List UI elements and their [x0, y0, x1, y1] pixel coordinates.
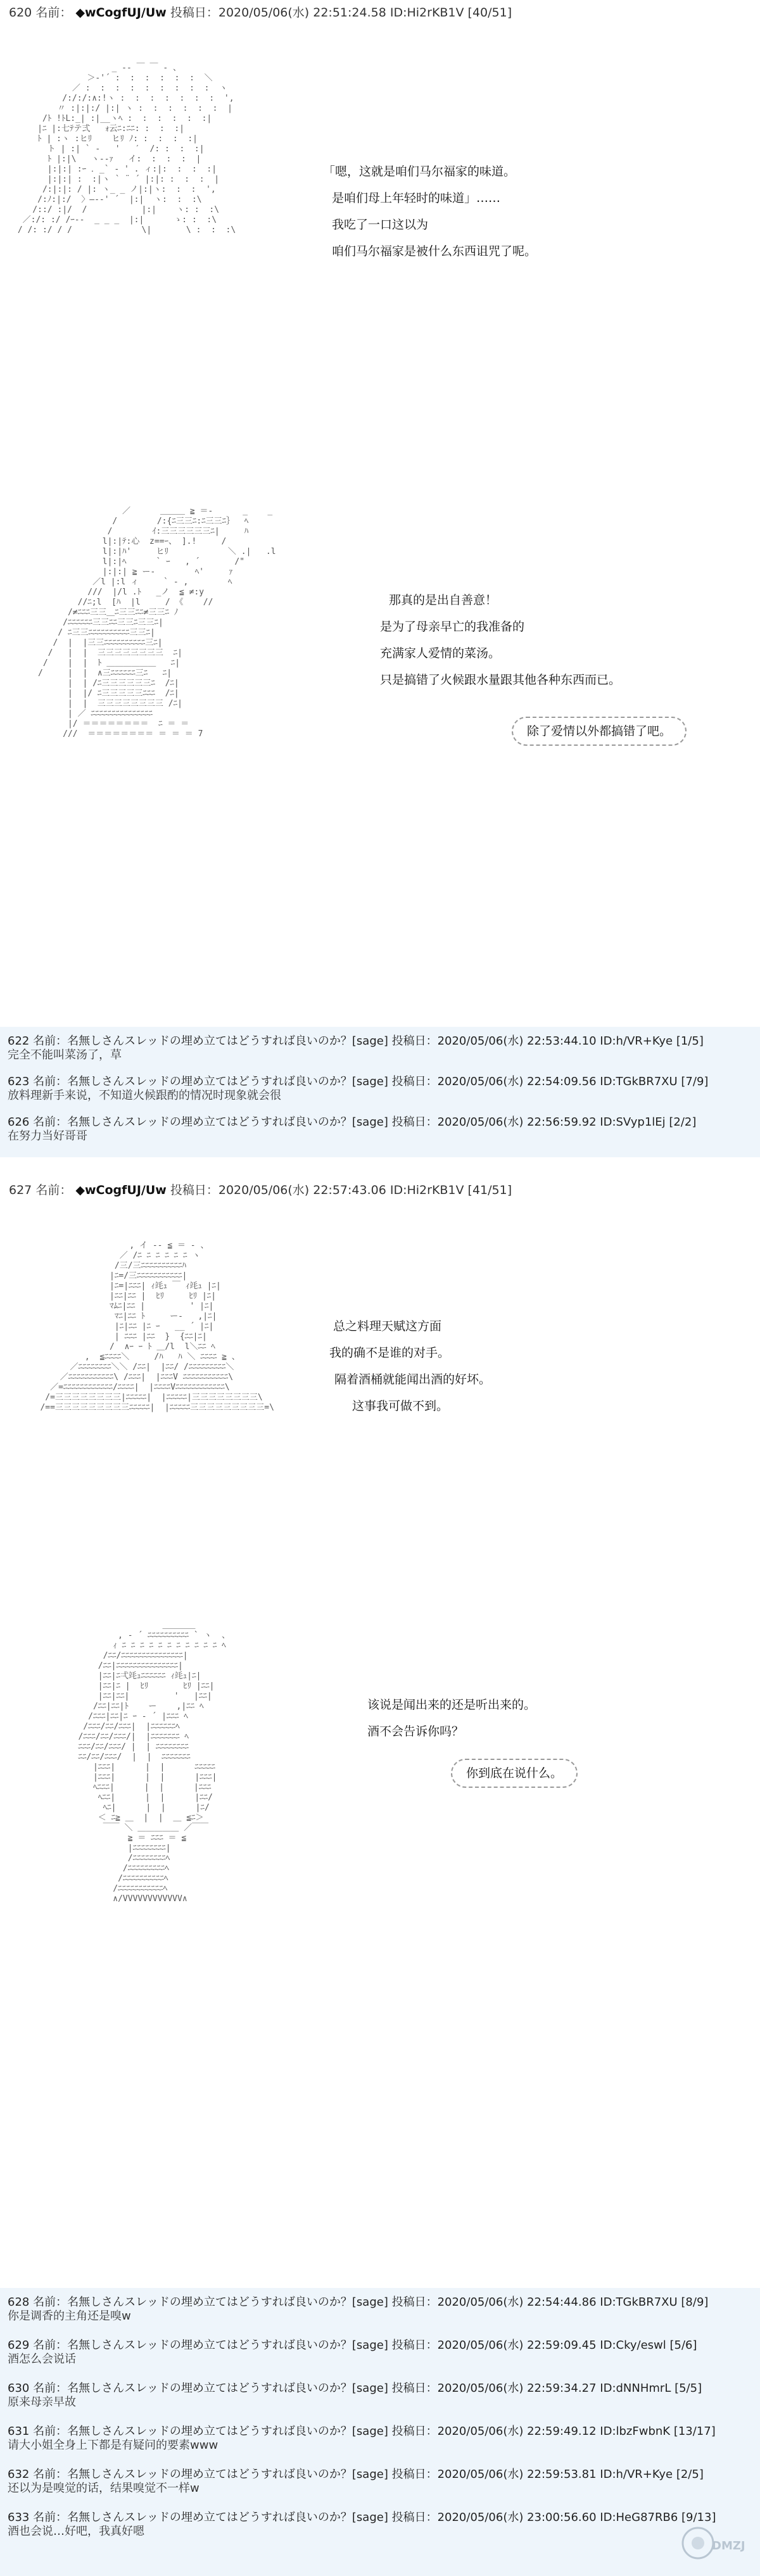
comment-head: 623 名前：名無しさんスレッドの埋め立てはどうすれば良いのか？[sage] 投稿日：2020/05/06(水) 22:54:09.56 ID:TGkBR7XU [7/9] [8, 1075, 709, 1088]
comment-head: 628 名前：名無しさんスレッドの埋め立てはどうすれば良いのか？[sage] 投稿日：2020/05/06(水) 22:54:44.86 ID:TGkBR7XU [8/9] [8, 2296, 709, 2309]
comment-body: 在努力当好哥哥 [8, 1129, 87, 1143]
dialog-line: 我的确不是谁的对手。 [329, 1346, 450, 1360]
comment-630 [8, 2382, 702, 2410]
post-date: 投稿日：2020/05/06(水) 22:57:43.06 ID:Hi2rKB1V [41/51] [170, 1183, 512, 1197]
watermark-text: DMZJ [712, 2539, 745, 2553]
speech-bubble: 除了爱情以外都搞错了吧。 [512, 717, 687, 746]
dialog-line: 酒不会告诉你吗？ [367, 1725, 464, 1738]
ascii-art-girl-arms-crossed: , イ -‐ ≦ ＝ - 、 ／ /ﾆ ﾆ ﾆ ﾆ ﾆ ﾆ ヽ /三/三ﾆﾆﾆﾆﾆﾆﾆﾆﾆﾆﾊ |ﾆ=/三ﾆﾆﾆﾆﾆﾆﾆﾆﾆﾆﾆ| |ﾆ=|ﾆﾆﾆ| ｨ竓ｭ ￣ ｨ竓ｭ |ﾆ| |ﾆﾆ|ﾆﾆ | ﾋﾘ ﾋﾘ |ﾆ| ﾏﾑﾆ|ﾆﾆ | ' |ﾆ| ﾏﾆ|ﾆﾆ ﾄ ー‐ ,|ﾆ| |ﾆ|ﾆﾆ |ﾆ ｰ __ ´ |ﾆ| | ﾆﾆﾆ |ﾆﾆ } {ﾆﾆ|ﾆ| / ∧ｰ ｰ ﾄ ＿/l l＼ﾆﾆ ﾍ , ≦ﾆﾆﾆﾆ＼ /ﾊ ﾊ ＼ ﾆﾆﾆﾆ ≧ 、 ／ﾆﾆﾆﾆﾆﾆﾆﾆ＼＼ /ﾆﾆ| |ﾆﾆ/ /ﾆﾆﾆﾆﾆﾆﾆﾆﾆ＼ ／ﾆﾆﾆﾆﾆﾆﾆﾆﾆﾆﾆ\ /ﾆﾆﾆ| |ﾆﾆﾆV ﾆﾆﾆﾆﾆﾆﾆﾆﾆﾆﾆ\ ／=ﾆﾆﾆﾆﾆﾆﾆﾆﾆﾆﾆﾆ/ﾆﾆﾆﾆ| |ﾆﾆﾆﾆVﾆﾆﾆﾆﾆﾆﾆﾆﾆﾆﾆﾆ\ /=三三三三三三三三|ﾆﾆﾆﾆﾆ| |ﾆﾆﾆﾆﾆ|三三三三三三三三\ /==三三三三三三三三三ﾆﾆﾆﾆﾆ| |ﾆﾆﾆﾆﾆ三三三三三三三三三=\ [40, 1241, 274, 1412]
speech-bubble: 你到底在说什么。 [451, 1759, 578, 1788]
comment-623 [8, 1075, 708, 1103]
dialog-text [323, 163, 536, 260]
post-number: 627 [9, 1183, 32, 1197]
comment-631 [8, 2425, 716, 2453]
comment-head: 633 名前：名無しさんスレッドの埋め立てはどうすれば良いのか？[sage] 投稿日：2020/05/06(水) 23:00:56.60 ID:HeG87RB6 [9/13] [8, 2511, 716, 2524]
comment-head: 632 名前：名無しさんスレッドの埋め立てはどうすれば良いのか？[sage] 投稿日：2020/05/06(水) 22:59:53.81 ID:h/VR+Kye [2/5] [8, 2468, 704, 2481]
comment-head: 629 名前：名無しさんスレッドの埋め立てはどうすれば良いのか？[sage] 投稿日：2020/05/06(水) 22:59:09.45 ID:Cky/eswl [5/6] [8, 2339, 697, 2352]
comment-head: 630 名前：名無しさんスレッドの埋め立てはどうすれば良いのか？[sage] 投稿日：2020/05/06(水) 22:59:34.27 ID:dNNHmrL [5/5] [8, 2382, 702, 2395]
name-label: 名前： [35, 6, 72, 20]
dialog-line: 是咱们母上年轻时的味道」…… [332, 191, 501, 205]
comment-633 [8, 2511, 716, 2539]
comments-block [0, 2288, 760, 2576]
comment-622 [8, 1034, 704, 1062]
dialog-line: 这事我可做不到。 [352, 1399, 449, 1413]
post-627-continued [0, 1608, 760, 2216]
comment-body: 还以为是嗅觉的话，结果嗅觉不一样w [8, 2482, 200, 2495]
author-tripcode[interactable]: ◆wCogfUJ/Uw [75, 1183, 167, 1197]
dialog-text [380, 592, 621, 688]
ascii-art-girl: _ -‐ ￣ ￣ ‐ 、 ＞‐'´ : : : : : : ＼ ／ : : : : : : : : : ヽ /:/:/:∧:!ヽ : : : : : : : ', 〃 :|:|:/ |:| ヽ : : : : : : | /ﾄ !ﾄL:_| :|__ヽﾍ : : : : : :| |ﾆ |:七ﾃテ弍 ｫ云ﾆ:ﾆﾆ: : : :| ﾄ | :ヽ :ヒﾘ ヒﾘ ﾉ: : : : :| ト | :| ` ‐ ' ′ /: : : :| ﾄ |:|\ ヽ-‐ｧ イ: : : : | |:|:| :ｰ ．_` ‐ ' . ィ:|: : : :| |:|:| : :|ヽ ` ¨ ´ |:|: : : : | /:|:|: / |: ヽ_ _ ノ|:|ヽ: : : ', /:ﾉ:|:/ 〉―‐‐' ´ |:| ヽ: : :\ /::/ :|/ / |:| ヽ: : :\ ／:/: :/ /ｰ‐- _ _ _ |:| ゝ: : :\ / /: :/ / / \| \ : : :\ [17, 63, 236, 235]
comment-629 [8, 2339, 697, 2366]
ascii-art-girl-standing: ＿＿＿＿ , ‐ ´ ﾆﾆﾆﾆﾆﾆﾆﾆﾆﾆ ` ヽ 、 ｨ ﾆ ﾆ ﾆ ﾆ ﾆ ﾆ ﾆ ﾆ ﾆ ﾆ ﾆ ﾍ /ﾆﾆ/ﾆﾆﾆﾆﾆﾆﾆﾆﾆﾆﾆﾆﾆﾆﾆ| /ﾆﾆ|ﾆﾆﾆﾆﾆﾆﾆﾆﾆﾆﾆﾆﾆﾆﾆ| |ﾆﾆ|ﾆ弌竓ｭﾆﾆﾆﾆﾆﾆ ｨ竓ｭ|ﾆ| |ﾆﾆ|ﾆ | ﾋﾘ ﾋﾘ |ﾆﾆ| |ﾆﾆ|ﾆﾆ| ' |ﾆﾆ| /ﾆﾆ|ﾆﾆ|ﾄ ー ,|ﾆﾆ ﾍ /ﾆﾆﾆ|ﾆﾆ|ﾆ ｰ ‐ ´ |ﾆﾆﾆ ﾍ /ﾆﾆﾆ/ﾆﾆ/ﾆﾆﾆ| |ﾆﾆﾆﾆﾆﾆﾍ /ﾆﾆﾆ/ﾆﾆ/ﾆﾆﾆ/| |ﾆﾆﾆﾆﾆﾆﾆ ﾍ ﾆﾆﾆ/ﾆﾆ/ﾆﾆﾆ/ | | ﾆﾆﾆﾆﾆﾆﾆﾆ ﾆﾆ/ﾆﾆ/ﾆﾆﾆ/ | | ﾆﾆﾆﾆﾆﾆﾆ |ﾆﾆﾆ| | | ﾆﾆﾆﾆﾆ |ﾆﾆﾆ| | | |ﾆﾆﾆ| ﾍﾆﾆﾆ| | | |ﾆﾆﾆ ﾍﾆﾆ| | | |ﾆﾆ/ ﾍﾆ| | | |ﾆ/ ＜ ﾆ≧ ＿ | | ＿ ≦ﾆ＞ ￣￣ ＼ ＿＿＿＿＿ ／￣￣ ≧ ＝ ﾆﾆﾆ ＝ ≦ |ﾆﾆﾆﾆﾆﾆﾆﾆ| /ﾆﾆﾆﾆﾆﾆﾆﾆﾍ /ﾆﾆﾆﾆﾆﾆﾆﾆﾆﾍ /ﾆﾆﾆﾆﾆﾆﾆﾆﾆﾆﾍ /ﾆﾆﾆﾆﾆﾆﾆﾆﾆﾆﾆﾍ ∧/VVVVVVVVVVVV∧ [78, 1621, 231, 1904]
comment-head: 622 名前：名無しさんスレッドの埋め立てはどうすれば良いのか？[sage] 投稿日：2020/05/06(水) 22:53:44.10 ID:h/VR+Kye [1/5] [8, 1034, 704, 1048]
dialog-text [367, 1697, 536, 1740]
dialog-line: 该说是闻出来的还是听出来的。 [367, 1698, 536, 1712]
dialog-line: 总之料理天赋这方面 [333, 1319, 442, 1333]
comment-body: 放料理新手来说，不知道火候跟酌的情况时现象就会很 [8, 1089, 281, 1102]
comment-body: 请大小姐全身上下都是有疑问的要素www [8, 2439, 218, 2452]
comment-body: 原来母亲早故 [8, 2396, 76, 2409]
post-627 [0, 1178, 760, 1583]
post-620 [0, 0, 760, 405]
comment-632 [8, 2468, 704, 2496]
post-620-continued [0, 494, 760, 1013]
post-header [9, 1183, 512, 1198]
comment-body: 你是调香的主角还是嗅w [8, 2309, 131, 2323]
post-header [9, 5, 512, 20]
dialog-line: 充满家人爱情的菜汤。 [380, 646, 501, 660]
dialog-line: 那真的是出自善意！ [389, 593, 498, 607]
comment-626 [8, 1115, 696, 1143]
dialog-text [329, 1318, 491, 1414]
post-number: 620 [9, 6, 32, 20]
dialog-line: 咱们马尔福家是被什么东西诅咒了呢。 [332, 244, 537, 258]
dialog-line: 隔着酒桶就能闻出酒的好坏。 [334, 1373, 491, 1386]
dialog-line: 是为了母亲早亡的我准备的 [380, 620, 525, 634]
comment-628 [8, 2296, 708, 2323]
name-label: 名前： [35, 1183, 72, 1197]
comment-head: 631 名前：名無しさんスレッドの埋め立てはどうすれば良いのか？[sage] 投稿日：2020/05/06(水) 22:59:49.12 ID:lbzFwbnK [13/17] [8, 2425, 716, 2438]
dialog-line: 只是搞错了火候跟水量跟其他各种东西而已。 [380, 673, 621, 687]
comment-body: 完全不能叫菜汤了，草 [8, 1048, 122, 1062]
dialog-line: 我吃了一口这以为 [332, 218, 429, 232]
comment-body: 酒怎么会说话 [8, 2353, 76, 2366]
author-tripcode[interactable]: ◆wCogfUJ/Uw [75, 6, 167, 20]
watermark-logo [679, 2524, 749, 2562]
ascii-art-girl-profile: ／ ＿＿＿ ≧ ＝- _ _ / /:{ﾆ三三ﾆ:ﾆ三三ﾆ｝ ﾍ / ｲ:三三三三三三ﾆ| ﾊ l|:|ﾃ:心 z==ｰ、 ].! / l|:|ﾊ' ヒﾘ ＼ .| .l l|:|ﾍ ` ｰ , ´ /" |:|:| ≧ ー‐ ﾍ' ｧ ／l |:l ィ ` ‐ , ﾍ /// |/l .ﾄ _ノ ≦ ≠:y //ﾆ;l [ﾊ |l / 《 // /≠ﾆﾆﾆ三三＿ﾆ三三ﾆﾆ≠三三ﾆ ﾉ /ﾆﾆﾆﾆﾆﾆ三三ﾆﾆ三三ﾆ三三ﾆ| / ﾆ三三ﾆﾆﾆﾆﾆﾆﾆﾆﾆﾆ三三ﾆ| / | |三三ﾆﾆﾆﾆﾆﾆﾆﾆﾆﾆ三ﾆ| / | | 三三三三三三三三 ﾆ| / | | ﾄ ＿＿＿＿＿＿ ﾆ| / | | ∧三ﾆﾆﾆﾆﾆﾆ三ﾆ ﾆ| | | /ﾆ三三三三三三ﾆ /ﾆ| | |/ ﾆ三三三三三ﾆﾆﾆ /ﾆ| | | 三三三三三三三三 /ﾆ| | ／ ﾆﾆﾆﾆﾆﾆﾆﾆﾆﾆﾆﾆﾆﾆﾆ |/ ＝＝＝＝＝＝＝＝ ﾆ ＝ ＝ /// ＝＝＝＝＝＝＝＝ ＝ ＝ ＝ 7 [38, 506, 276, 739]
comments-block [0, 1027, 760, 1157]
post-date: 投稿日：2020/05/06(水) 22:51:24.58 ID:Hi2rKB1V [40/51] [170, 6, 512, 20]
dialog-line: 「嗯，这就是咱们马尔福家的味道。 [323, 165, 516, 179]
comment-head: 626 名前：名無しさんスレッドの埋め立てはどうすれば良いのか？[sage] 投稿日：2020/05/06(水) 22:56:59.92 ID:SVyp1lEj [2/2] [8, 1115, 697, 1129]
comment-body: 酒也会说…好吧，我真好嗯 [8, 2525, 144, 2538]
